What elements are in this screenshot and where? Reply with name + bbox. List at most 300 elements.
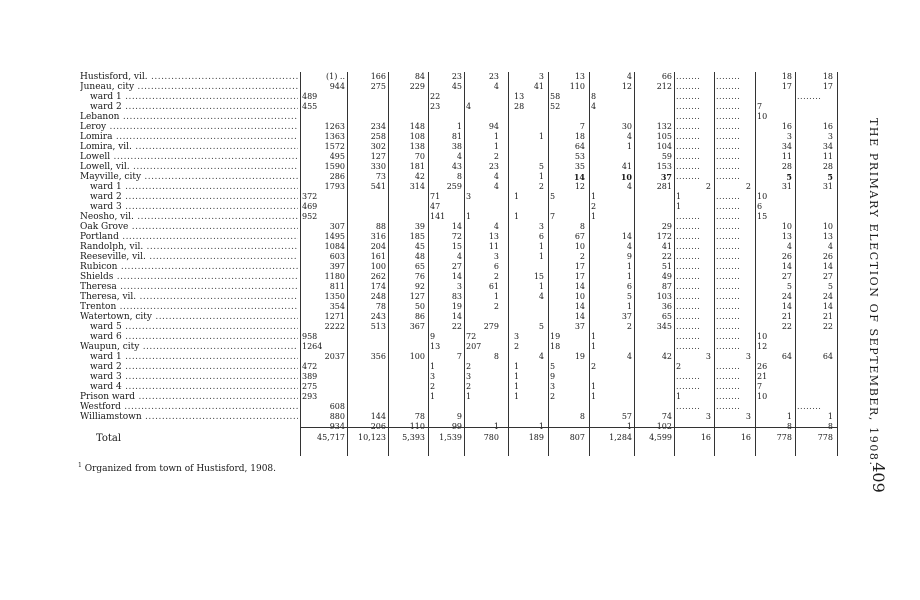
row-name: Portland .....: [80, 232, 298, 242]
table-cell: 74: [661, 412, 672, 421]
table-cell: 1: [676, 192, 682, 201]
column-rule: [674, 72, 675, 456]
table-cell: 47: [430, 202, 441, 211]
table-cell: 952: [302, 212, 318, 221]
table-cell: 35: [574, 162, 585, 171]
footnote-text: Organized from town of Hustisford, 1908.: [84, 464, 277, 474]
table-cell: 1264: [302, 342, 323, 351]
table-cell: 64: [781, 352, 792, 361]
row-name: ward 2 .....: [80, 192, 298, 202]
table-cell: 2: [538, 182, 544, 191]
table-cell: 11: [781, 152, 792, 161]
table-cell: 64: [574, 142, 585, 151]
dot-leader: ........: [676, 92, 701, 101]
table-cell: 19: [451, 302, 462, 311]
table-cell: 455: [302, 102, 318, 111]
table-cell: 13: [488, 232, 499, 241]
table-cell: 18: [574, 132, 585, 141]
table-cell: 10: [757, 192, 768, 201]
table-cell: 7: [550, 212, 556, 221]
table-cell: 3: [745, 412, 751, 421]
total-rule: [300, 427, 838, 428]
table-cell: 14: [781, 302, 792, 311]
table-cell: 153: [656, 162, 672, 171]
table-cell: 45: [414, 242, 425, 251]
dot-leader: ........: [716, 382, 741, 391]
table-cell: 14: [822, 302, 833, 311]
table-cell: 14: [822, 262, 833, 271]
total-cell: 189: [528, 433, 544, 442]
row-name: Leroy .....: [80, 122, 298, 132]
table-cell: 2037: [324, 352, 345, 361]
dot-leader: ........: [716, 162, 741, 171]
total-cell: 1,284: [609, 433, 632, 442]
table-cell: 138: [409, 142, 425, 151]
row-name: Juneau, city .....: [80, 82, 298, 92]
row-name: ward 2 .....: [80, 102, 298, 112]
table-cell: 10: [781, 222, 792, 231]
table-cell: 59: [661, 152, 672, 161]
table-cell: 234: [370, 122, 386, 131]
total-cell: 16: [740, 433, 751, 442]
row-name: Williamstown .....: [80, 412, 298, 422]
dot-leader: ........: [676, 282, 701, 291]
dot-leader: ........: [716, 142, 741, 151]
table-cell: 513: [370, 322, 386, 331]
dot-leader: ........: [716, 292, 741, 301]
table-cell: 132: [656, 122, 672, 131]
table-cell: 31: [822, 182, 833, 191]
table-cell: 15: [451, 242, 462, 251]
dot-leader: ........: [716, 72, 741, 81]
table-cell: 38: [451, 142, 462, 151]
dot-leader: ........: [676, 382, 701, 391]
table-cell: 1590: [324, 162, 345, 171]
table-cell: 13: [514, 92, 525, 101]
table-cell: 4: [456, 252, 462, 261]
dot-leader: ........: [676, 232, 701, 241]
table-cell: 24: [781, 292, 792, 301]
table-cell: 1: [591, 342, 597, 351]
table-cell: 3: [493, 252, 499, 261]
table-cell: 172: [656, 232, 672, 241]
table-cell: 4: [493, 82, 499, 91]
total-cell: 4,599: [649, 433, 672, 442]
table-cell: 16: [822, 122, 833, 131]
total-cell: 807: [569, 433, 585, 442]
table-cell: 3: [745, 352, 751, 361]
table-cell: 19: [550, 332, 561, 341]
table-cell: 1495: [324, 232, 345, 241]
table-cell: 259: [446, 182, 462, 191]
table-cell: 14: [574, 282, 585, 291]
table-cell: 1: [514, 372, 520, 381]
table-cell: 21: [757, 372, 768, 381]
table-cell: 7: [579, 122, 585, 131]
table-cell: 2: [514, 342, 520, 351]
table-cell: 1: [493, 422, 499, 431]
table-cell: 229: [409, 82, 425, 91]
table-cell: 9: [626, 252, 632, 261]
table-cell: 81: [451, 132, 462, 141]
table-cell: 174: [370, 282, 386, 291]
table-cell: 23: [488, 162, 499, 171]
table-cell: 1: [591, 382, 597, 391]
table-cell: 15: [757, 212, 768, 221]
table-cell: 3: [466, 372, 472, 381]
table-cell: 102: [656, 422, 672, 431]
total-cell: 778: [776, 433, 792, 442]
table-cell: 5: [786, 282, 792, 291]
table-cell: 70: [414, 152, 425, 161]
dot-leader: ........: [716, 222, 741, 231]
table-cell: 345: [656, 322, 672, 331]
table-cell: 880: [329, 412, 345, 421]
table-cell: 1: [514, 212, 520, 221]
table-cell: 144: [370, 412, 386, 421]
row-name: ward 5 .....: [80, 322, 298, 332]
table-cell: 1: [786, 412, 792, 421]
table-cell: 14: [781, 262, 792, 271]
table-cell: 2: [626, 322, 632, 331]
table-cell: 4: [626, 132, 632, 141]
table-cell: 307: [329, 222, 345, 231]
table-cell: 2: [493, 302, 499, 311]
table-cell: 5: [538, 162, 544, 171]
table-cell: 1: [466, 392, 472, 401]
table-cell: 127: [409, 292, 425, 301]
table-cell: 258: [370, 132, 386, 141]
table-cell: 100: [370, 262, 386, 271]
table-cell: 1: [827, 412, 833, 421]
table-cell: 45: [451, 82, 462, 91]
table-cell: 41: [661, 242, 672, 251]
table-cell: 608: [329, 402, 345, 411]
table-cell: 3: [430, 372, 436, 381]
dot-leader: ........: [716, 102, 741, 111]
table-cell: 356: [370, 352, 386, 361]
dot-leader: ........: [716, 402, 741, 411]
table-cell: 22: [430, 92, 441, 101]
table-cell: 1572: [324, 142, 345, 151]
table-cell: 811: [329, 282, 345, 291]
table-cell: 6: [493, 262, 499, 271]
table-cell: 53: [574, 152, 585, 161]
table-cell: 1084: [324, 242, 345, 251]
table-cell: 2222: [324, 322, 345, 331]
table-cell: 3: [514, 332, 520, 341]
column-rule: [589, 72, 590, 456]
table-cell: 26: [781, 252, 792, 261]
table-cell: 36: [661, 302, 672, 311]
table-cell: 41: [533, 82, 544, 91]
row-name: ward 2 .....: [80, 362, 298, 372]
table-cell: 67: [574, 232, 585, 241]
table-cell: 944: [329, 82, 345, 91]
table-cell: 18: [781, 72, 792, 81]
row-name: Theresa .....: [80, 282, 298, 292]
dot-leader: ........: [676, 302, 701, 311]
dot-leader: ........: [676, 122, 701, 131]
table-cell: 1: [538, 242, 544, 251]
table-cell: 26: [822, 252, 833, 261]
table-cell: 11: [822, 152, 833, 161]
table-cell: 6: [757, 202, 763, 211]
table-cell: 6: [538, 232, 544, 241]
table-cell: 3: [456, 282, 462, 291]
table-cell: 14: [574, 302, 585, 311]
table-cell: 110: [569, 82, 585, 91]
table-cell: 78: [414, 412, 425, 421]
total-cell: 780: [483, 433, 499, 442]
table-cell: 2: [466, 382, 472, 391]
table-cell: 275: [370, 82, 386, 91]
table-cell: 4: [466, 102, 472, 111]
table-cell: 2: [676, 362, 682, 371]
table-cell: 3: [538, 72, 544, 81]
dot-leader: ........: [716, 132, 741, 141]
table-cell: 30: [621, 122, 632, 131]
table-cell: 17: [574, 262, 585, 271]
table-cell: 1: [538, 282, 544, 291]
table-cell: 87: [661, 282, 672, 291]
row-name: Waupun, city .....: [80, 342, 298, 352]
row-name: Hustisford, vil. .....: [80, 72, 298, 82]
table-cell: 248: [370, 292, 386, 301]
table-cell: 1271: [324, 312, 345, 321]
row-name: ward 3 .....: [80, 202, 298, 212]
table-cell: 12: [574, 182, 585, 191]
table-cell: 10: [757, 332, 768, 341]
table-cell: 22: [781, 322, 792, 331]
row-name: Randolph, vil. .....: [80, 242, 298, 252]
row-name: ward 1 .....: [80, 92, 298, 102]
table-cell: 17: [781, 82, 792, 91]
table-cell: 13: [574, 72, 585, 81]
table-cell: 958: [302, 332, 318, 341]
dot-leader: ........: [797, 402, 822, 411]
dot-leader: ........: [716, 112, 741, 121]
dot-leader: ........: [676, 222, 701, 231]
table-cell: 4: [493, 222, 499, 231]
row-name: ward 1 .....: [80, 352, 298, 362]
table-cell: 4: [786, 242, 792, 251]
dot-leader: ........: [676, 82, 701, 91]
table-cell: 603: [329, 252, 345, 261]
table-cell: 103: [656, 292, 672, 301]
table-cell: 72: [466, 332, 477, 341]
table-cell: 8: [591, 92, 597, 101]
dot-leader: ........: [676, 212, 701, 221]
table-cell: 10: [574, 242, 585, 251]
table-cell: 104: [656, 142, 672, 151]
table-cell: 275: [302, 382, 318, 391]
table-cell: 185: [409, 232, 425, 241]
table-cell: 6: [626, 282, 632, 291]
row-name: Lomira .....: [80, 132, 298, 142]
table-cell: 281: [656, 182, 672, 191]
table-cell: 10: [757, 392, 768, 401]
dot-leader: ........: [716, 92, 741, 101]
table-cell: 88: [375, 222, 386, 231]
table-cell: 22: [661, 252, 672, 261]
dot-leader: ........: [716, 212, 741, 221]
table-cell: 19: [574, 352, 585, 361]
table-cell: 26: [757, 362, 768, 371]
total-label: Total: [96, 433, 122, 444]
table-cell: 76: [414, 272, 425, 281]
table-cell: 3: [705, 352, 711, 361]
dot-leader: ........: [716, 82, 741, 91]
dot-leader: ........: [676, 312, 701, 321]
dot-leader: ........: [716, 362, 741, 371]
table-cell: 212: [656, 82, 672, 91]
table-cell: 372: [302, 192, 318, 201]
table-cell: 31: [781, 182, 792, 191]
table-cell: 141: [430, 212, 446, 221]
table-cell: 207: [466, 342, 482, 351]
table-cell: 1350: [324, 292, 345, 301]
table-cell: 108: [409, 132, 425, 141]
table-cell: 314: [409, 182, 425, 191]
table-cell: 14: [451, 222, 462, 231]
table-cell: 1363: [324, 132, 345, 141]
table-cell: 1: [626, 422, 632, 431]
table-cell: 42: [661, 352, 672, 361]
dot-leader: ........: [676, 402, 701, 411]
page-number: 409: [868, 462, 888, 493]
dot-leader: ........: [716, 282, 741, 291]
row-name: Mayville, city .....: [80, 172, 298, 182]
table-cell: 110: [409, 422, 425, 431]
row-name: ward 1 .....: [80, 182, 298, 192]
table-cell: 72: [451, 232, 462, 241]
table-cell: 37: [660, 172, 672, 182]
table-cell: 2: [705, 182, 711, 191]
table-cell: 8: [579, 222, 585, 231]
dot-leader: ........: [716, 312, 741, 321]
table-cell: 2: [579, 252, 585, 261]
table-cell: 3: [827, 132, 833, 141]
table-cell: 15: [533, 272, 544, 281]
total-cell: 10,123: [358, 433, 386, 442]
table-cell: 1: [591, 332, 597, 341]
table-cell: 18: [550, 342, 561, 351]
row-name: Watertown, city .....: [80, 312, 298, 322]
table-cell: (1) ..: [326, 72, 345, 81]
table-cell: 2: [493, 152, 499, 161]
table-cell: 41: [621, 162, 632, 171]
table-cell: 29: [661, 222, 672, 231]
dot-leader: ........: [716, 232, 741, 241]
table-cell: 495: [329, 152, 345, 161]
table-cell: 127: [370, 152, 386, 161]
total-cell: 16: [700, 433, 711, 442]
table-cell: 5: [626, 292, 632, 301]
table-cell: 34: [822, 142, 833, 151]
table-cell: 8: [827, 422, 833, 431]
row-name: Rubicon .....: [80, 262, 298, 272]
row-name: ward 6 .....: [80, 332, 298, 342]
table-cell: 42: [414, 172, 425, 181]
table-cell: 8: [456, 172, 462, 181]
table-cell: 2: [745, 182, 751, 191]
table-cell: 1: [591, 212, 597, 221]
table-cell: 21: [781, 312, 792, 321]
table-cell: 262: [370, 272, 386, 281]
table-cell: 286: [329, 172, 345, 181]
table-cell: 99: [451, 422, 462, 431]
table-cell: 1793: [324, 182, 345, 191]
table-cell: 2: [493, 272, 499, 281]
table-cell: 78: [375, 302, 386, 311]
table-cell: 13: [430, 342, 441, 351]
table-cell: 4: [626, 242, 632, 251]
table-cell: 21: [822, 312, 833, 321]
dot-leader: ........: [716, 372, 741, 381]
row-name: Lomira, vil. .....: [80, 142, 298, 152]
table-cell: 389: [302, 372, 318, 381]
dot-leader: ........: [716, 152, 741, 161]
table-cell: 367: [409, 322, 425, 331]
table-cell: 1263: [324, 122, 345, 131]
table-cell: 10: [620, 172, 632, 182]
table-cell: 94: [488, 122, 499, 131]
dot-leader: ........: [716, 192, 741, 201]
table-cell: 5: [827, 282, 833, 291]
table-cell: 3: [786, 132, 792, 141]
dot-leader: ........: [716, 332, 741, 341]
table-cell: 12: [757, 342, 768, 351]
table-cell: 2: [550, 392, 556, 401]
table-cell: 27: [822, 272, 833, 281]
table-cell: 1: [514, 382, 520, 391]
table-cell: 1: [430, 392, 436, 401]
dot-leader: ........: [716, 242, 741, 251]
table-cell: 17: [822, 82, 833, 91]
dot-leader: ........: [676, 292, 701, 301]
table-cell: 14: [451, 272, 462, 281]
table-cell: 3: [705, 412, 711, 421]
row-name: Trenton .....: [80, 302, 298, 312]
table-cell: 51: [661, 262, 672, 271]
dot-leader: ........: [676, 152, 701, 161]
dot-leader: ........: [676, 132, 701, 141]
table-cell: 1: [493, 142, 499, 151]
table-cell: 27: [781, 272, 792, 281]
table-cell: 3: [466, 192, 472, 201]
table-cell: 1: [591, 392, 597, 401]
column-rule: [300, 72, 301, 456]
table-cell: 1: [456, 122, 462, 131]
table-cell: 2: [591, 202, 597, 211]
table-cell: 61: [488, 282, 499, 291]
table-cell: 1: [538, 132, 544, 141]
table-cell: 1: [626, 262, 632, 271]
dot-leader: ........: [676, 372, 701, 381]
table-cell: 1: [430, 362, 436, 371]
table-cell: 49: [661, 272, 672, 281]
dot-leader: ........: [716, 302, 741, 311]
table-cell: 1: [626, 142, 632, 151]
table-cell: 397: [329, 262, 345, 271]
table-cell: 4: [493, 172, 499, 181]
row-name: Theresa, vil. .....: [80, 292, 298, 302]
dot-leader: ........: [676, 242, 701, 251]
table-cell: 50: [414, 302, 425, 311]
dot-leader: ........: [676, 332, 701, 341]
table-cell: 1: [538, 422, 544, 431]
